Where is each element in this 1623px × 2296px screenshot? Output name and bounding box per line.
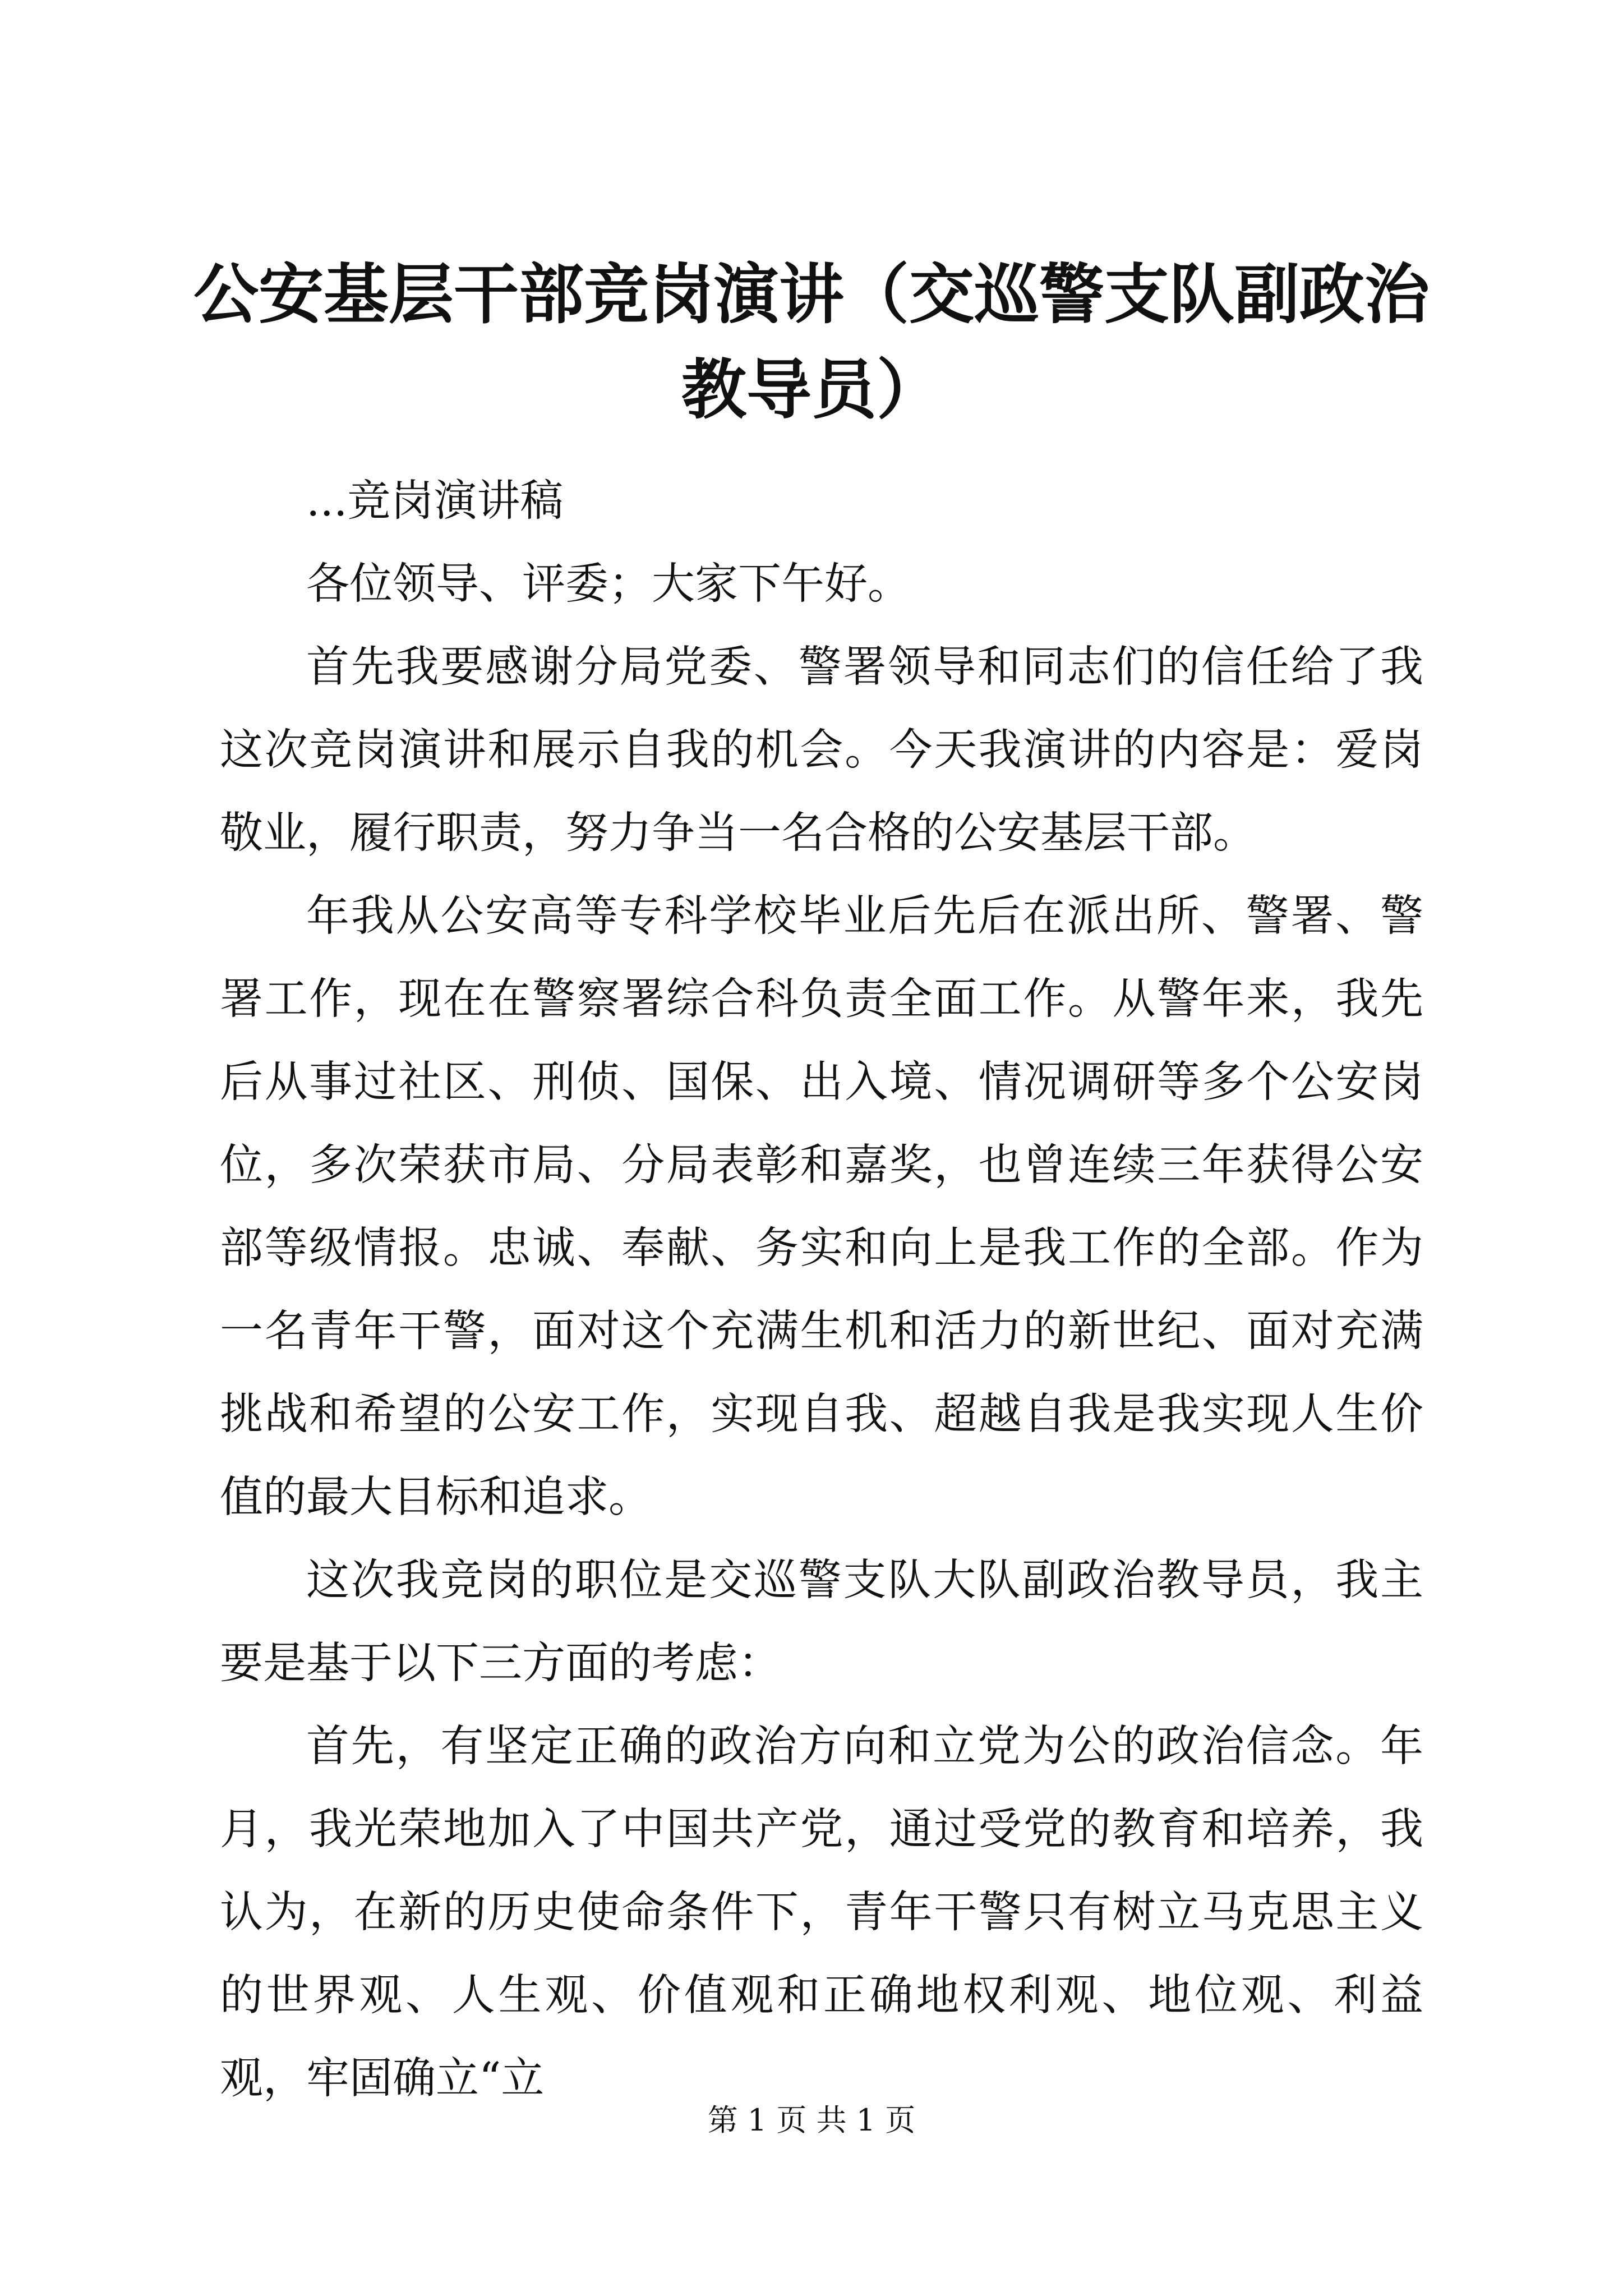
paragraph: 年我从公安高等专科学校毕业后先后在派出所、警署、警署工作，现在在警察署综合科负责全面工作。从警年来，我先后从事过社区、刑侦、国保、出入境、情况调研等多个公安岗位，多次荣获市局、分局表彰和嘉奖，也曾连续三年获得公安部等级情报。忠诚、奉献、务实和向上是我工作的全部。作为一名青年干警，面对这个充满生机和活力的新世纪、面对充满挑战和希望的公安工作，实现自我、超越自我是我实现人生价值的最大目标和追求。 [220,891,1423,1522]
paragraph: 这次我竞岗的职位是交巡警支队大队副政治教导员，我主要是基于以下三方面的考虑： [220,1556,1423,1688]
paragraph: 首先我要感谢分局党委、警署领导和同志们的信任给了我这次竞岗演讲和展示自我的机会。今天我演讲的内容是：爱岗敬业，履行职责，努力争当一名合格的公安基层干部。 [220,642,1423,858]
paragraph: ...竞岗演讲稿 [306,476,564,526]
page-footer: 第 1 页 共 1 页 [707,2102,916,2138]
paragraph: 各位领导、评委；大家下午好。 [306,559,911,609]
document-body [220,460,1423,2120]
document-title: 公安基层干部竞岗演讲（交巡警支队副政治教导员） [193,256,1430,428]
paragraph: 首先，有坚定正确的政治方向和立党为公的政治信念。年月，我光荣地加入了中国共产党，通过受党的教育和培养，我认为，在新的历史使命条件下，青年干警只有树立马克思主义的世界观、人生观、价值观和正确地权利观、地位观、利益观，牢固确立“立 [220,1722,1423,2104]
